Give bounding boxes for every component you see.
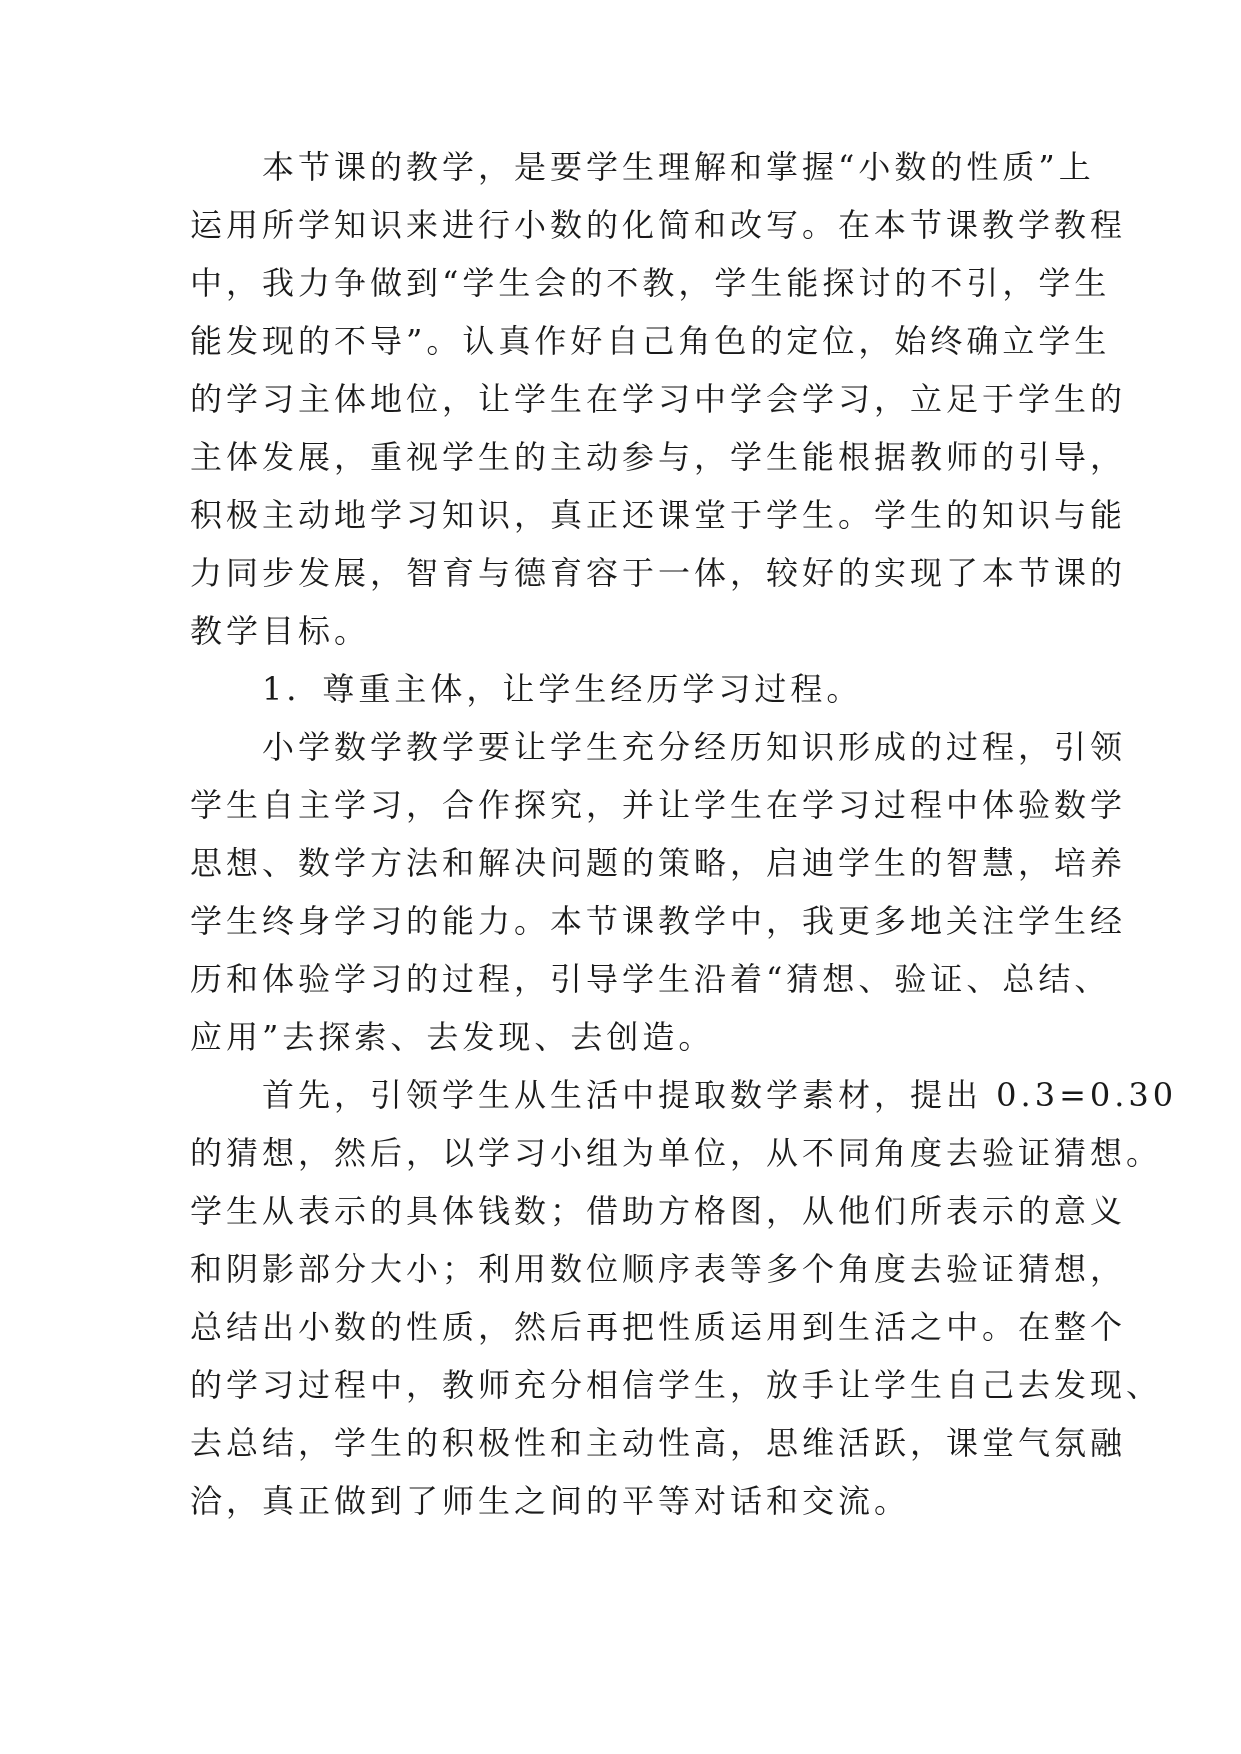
text-line: 去总结，学生的积极性和主动性高，思维活跃，课堂气氛融	[190, 1424, 1127, 1462]
text-line: 中，我力争做到“学生会的不教，学生能探讨的不引，学生	[190, 264, 1111, 302]
text-line: 的学习过程中，教师充分相信学生，放手让学生自己去发现、	[190, 1366, 1163, 1404]
text-line: 总结出小数的性质，然后再把性质运用到生活之中。在整个	[190, 1308, 1127, 1346]
body-text	[190, 138, 1178, 1530]
text-line: 首先，引领学生从生活中提取数学素材，提出 0.3=0.30	[190, 1076, 1178, 1114]
text-line: 本节课的教学，是要学生理解和掌握“小数的性质”上	[190, 148, 1095, 186]
text-line: 洽，真正做到了师生之间的平等对话和交流。	[190, 1482, 911, 1520]
text-line: 力同步发展，智育与德育容于一体，较好的实现了本节课的	[190, 554, 1127, 592]
text-line: 能发现的不导”。认真作好自己角色的定位，始终确立学生	[190, 322, 1111, 360]
text-line: 和阴影部分大小；利用数位顺序表等多个角度去验证猜想，	[190, 1250, 1127, 1288]
text-line: 学生终身学习的能力。本节课教学中，我更多地关注学生经	[190, 902, 1127, 940]
text-line: 学生自主学习，合作探究，并让学生在学习过程中体验数学	[190, 786, 1127, 824]
text-line: 积极主动地学习知识，真正还课堂于学生。学生的知识与能	[190, 496, 1127, 534]
text-line: 的学习主体地位，让学生在学习中学会学习，立足于学生的	[190, 380, 1127, 418]
text-line: 思想、数学方法和解决问题的策略，启迪学生的智慧，培养	[190, 844, 1127, 882]
text-line: 小学数学教学要让学生充分经历知识形成的过程，引领	[190, 728, 1127, 766]
text-line: 的猜想，然后，以学习小组为单位，从不同角度去验证猜想。	[190, 1134, 1163, 1172]
text-line: 历和体验学习的过程，引导学生沿着“猜想、验证、总结、	[190, 960, 1111, 998]
section-heading: 1．尊重主体，让学生经历学习过程。	[190, 670, 863, 708]
text-line: 学生从表示的具体钱数；借助方格图，从他们所表示的意义	[190, 1192, 1127, 1230]
text-line: 教学目标。	[190, 612, 371, 650]
text-line: 主体发展，重视学生的主动参与，学生能根据教师的引导，	[190, 438, 1127, 476]
text-line: 运用所学知识来进行小数的化简和改写。在本节课教学教程	[190, 206, 1127, 244]
text-line: 应用”去探索、去发现、去创造。	[190, 1018, 715, 1056]
